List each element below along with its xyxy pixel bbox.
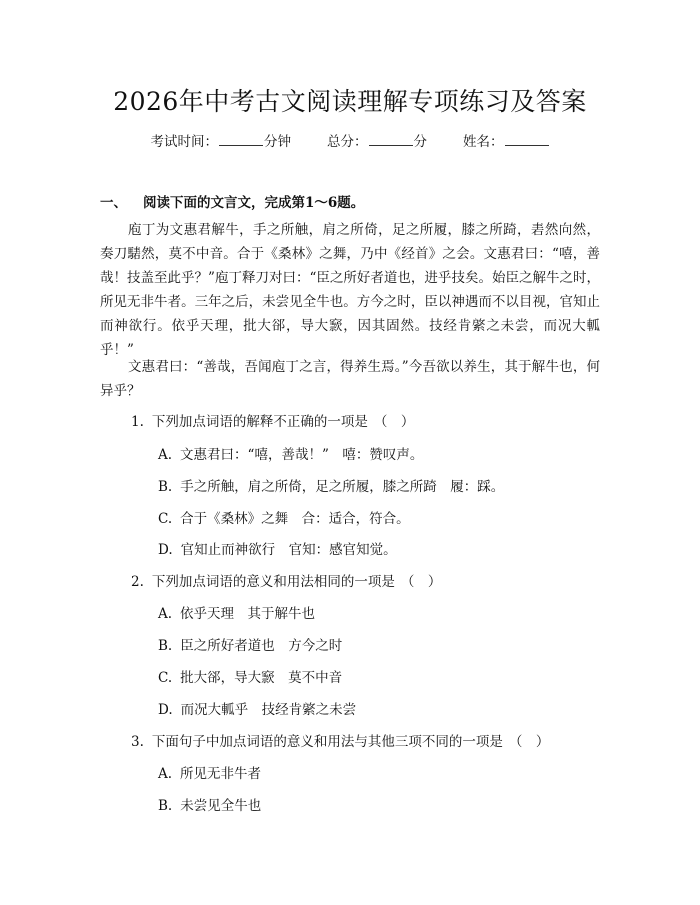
option-3a bbox=[158, 762, 261, 782]
option-text: 依乎天理 其于解牛也 bbox=[180, 606, 316, 622]
option-text: 臣之所好者道也 方今之时 bbox=[180, 638, 343, 654]
question-2 bbox=[131, 570, 441, 590]
score-label: 总分： bbox=[327, 134, 368, 150]
option-label: D. bbox=[158, 542, 173, 558]
passage-paragraph-2: 文惠君曰：“善哉，吾闻庖丁之言，得养生焉。”今吾欲以养生，其于解牛也，何异乎？ bbox=[100, 359, 600, 399]
option-label: A. bbox=[158, 606, 173, 622]
option-text: 合于《桑林》之舞 合：适合，符合。 bbox=[180, 511, 410, 527]
question-number: 1. bbox=[131, 414, 144, 430]
option-text: 手之所触，肩之所倚，足之所履，膝之所踦 履：踩。 bbox=[180, 479, 505, 495]
option-text: 批大郤，导大窾 莫不中音 bbox=[180, 670, 343, 686]
passage-paragraph-1: 庖丁为文惠君解牛，手之所触，肩之所倚，足之所履，膝之所踦，砉然向然，奏刀騞然，莫不中音。合于《桑林》之舞，乃中《经首》之会。文惠君曰：“嘻，善哉！技盖至此乎？”庖丁释刀对曰：“臣之所好者道也，进乎技矣。始臣之解牛之时，所见无非牛者。三年之后，未尝见全牛也。方今之时，臣以神遇而不以目视，官知止而神欲行。依乎天理，批大郤，导大窾，因其固然。技经肯綮之未尝，而况大軱乎！” bbox=[100, 222, 600, 358]
option-text: 所见无非牛者 bbox=[180, 766, 262, 782]
option-1c bbox=[158, 507, 410, 527]
option-label: B. bbox=[158, 798, 173, 814]
option-label: C. bbox=[158, 670, 173, 686]
answer-paren: （ ） bbox=[400, 574, 442, 590]
name-blank bbox=[505, 133, 549, 146]
answer-paren: （ ） bbox=[508, 734, 550, 750]
option-1a bbox=[158, 443, 423, 463]
question-number: 3. bbox=[131, 734, 144, 750]
option-text: 文惠君曰：“嘻，善哉！” 嘻：赞叹声。 bbox=[180, 447, 424, 463]
time-label: 考试时间： bbox=[150, 134, 218, 150]
option-2a bbox=[158, 602, 315, 622]
option-label: D. bbox=[158, 702, 173, 718]
question-number: 2. bbox=[131, 574, 144, 590]
option-1b bbox=[158, 475, 504, 495]
option-label: C. bbox=[158, 511, 173, 527]
score-unit: 分 bbox=[413, 134, 427, 150]
option-text: 而况大軱乎 技经肯綮之未尝 bbox=[180, 702, 357, 718]
exam-time bbox=[151, 130, 292, 150]
option-label: A. bbox=[158, 766, 173, 782]
option-text: 官知止而神欲行 官知：感官知觉。 bbox=[180, 542, 397, 558]
total-score bbox=[327, 130, 427, 150]
question-text: 下列加点词语的解释不正确的一项是 bbox=[151, 414, 368, 430]
option-label: A. bbox=[158, 447, 173, 463]
section-number: 一、 bbox=[100, 195, 127, 211]
section-heading bbox=[100, 191, 364, 211]
exam-meta bbox=[0, 130, 700, 150]
question-1 bbox=[131, 410, 414, 430]
option-2b bbox=[158, 634, 342, 654]
name-label: 姓名： bbox=[463, 134, 504, 150]
option-label: B. bbox=[158, 479, 173, 495]
option-1d bbox=[158, 538, 397, 558]
score-blank bbox=[369, 133, 413, 146]
option-text: 未尝见全牛也 bbox=[180, 798, 262, 814]
question-text: 下面句子中加点词语的意义和用法与其他三项不同的一项是 bbox=[151, 734, 503, 750]
option-2d bbox=[158, 698, 356, 718]
time-unit: 分钟 bbox=[264, 134, 291, 150]
question-3 bbox=[131, 730, 549, 750]
answer-paren: （ ） bbox=[373, 414, 415, 430]
page-title: 2026年中考古文阅读理解专项练习及答案 bbox=[113, 87, 587, 116]
time-blank bbox=[219, 133, 263, 146]
option-label: B. bbox=[158, 638, 173, 654]
question-text: 下列加点词语的意义和用法相同的一项是 bbox=[151, 574, 395, 590]
section-instruction: 阅读下面的文言文，完成第1～6题。 bbox=[143, 195, 365, 211]
option-3b bbox=[158, 794, 261, 814]
option-2c bbox=[158, 666, 342, 686]
student-name bbox=[463, 130, 550, 150]
